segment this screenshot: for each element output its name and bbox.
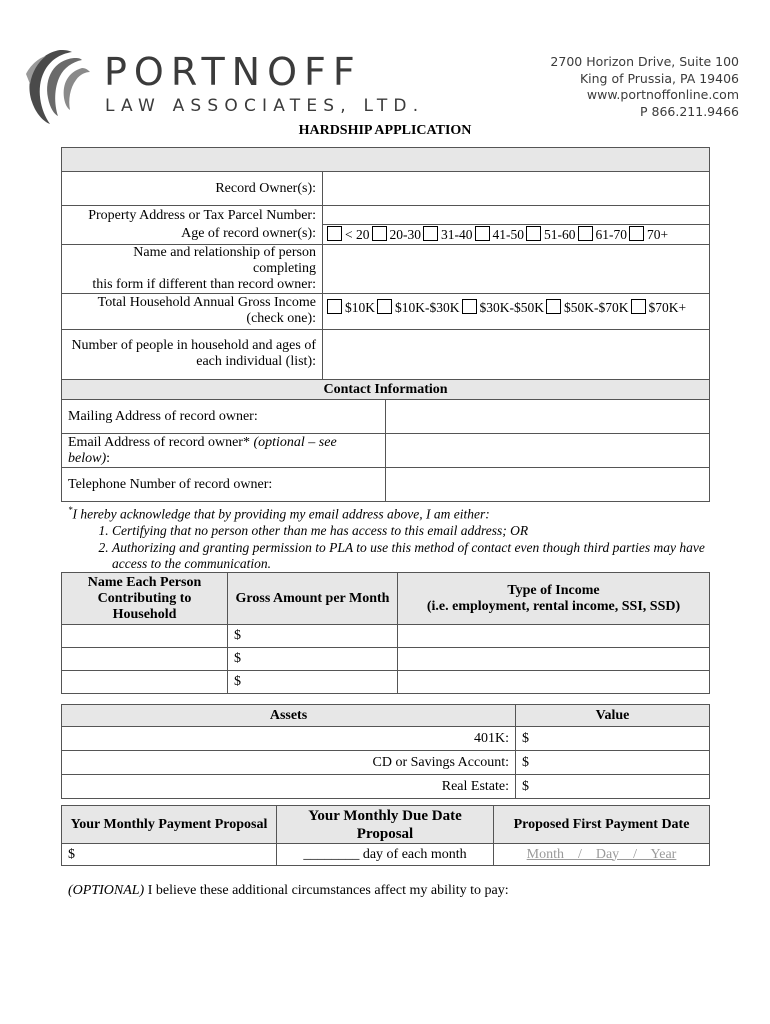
asset-label: 401K: [62, 727, 516, 751]
monthly-payment-header: Your Monthly Payment Proposal [62, 806, 277, 844]
website-link[interactable]: www.portnoffonline.com [586, 87, 739, 102]
income-option[interactable]: $70K+ [629, 300, 687, 315]
due-date-header: Your Monthly Due Date Proposal [277, 806, 494, 844]
age-option[interactable]: < 20 [325, 227, 370, 242]
first-payment-date-input[interactable]: Month / Day / Year [494, 844, 710, 866]
optional-circumstances-prompt: (OPTIONAL) I believe these additional circumstances affect my ability to pay: [68, 883, 509, 898]
acknowledgement-item: 1. Certifying that no person other than me has access to this email address; OR [112, 523, 718, 540]
checkbox-icon[interactable] [475, 226, 490, 241]
age-option[interactable]: 31-40 [421, 227, 473, 242]
age-label: Age of record owner(s): [62, 224, 323, 244]
due-date-input[interactable]: ________ day of each month [277, 844, 494, 866]
table-row [62, 775, 710, 799]
checkbox-icon[interactable] [327, 226, 342, 241]
income-option[interactable]: $10K [325, 300, 375, 315]
age-option[interactable]: 61-70 [576, 227, 628, 242]
owner-section-header [62, 148, 710, 172]
income-options [323, 293, 710, 329]
contributor-name-input[interactable] [62, 648, 228, 671]
email-address-input[interactable] [386, 434, 710, 468]
first-payment-header: Proposed First Payment Date [494, 806, 710, 844]
income-option[interactable]: $30K-$50K [460, 300, 545, 315]
phone-number: P 866.211.9466 [640, 103, 739, 119]
telephone-input[interactable] [386, 468, 710, 502]
checkbox-icon[interactable] [377, 299, 392, 314]
email-acknowledgement [68, 502, 718, 573]
table-row [62, 751, 710, 775]
gross-amount-header: Gross Amount per Month [228, 573, 398, 625]
page-title: HARDSHIP APPLICATION [298, 123, 472, 138]
property-address-input[interactable] [323, 206, 710, 225]
income-type-header: Type of Income (i.e. employment, rental income, SSI, SSD) [398, 573, 710, 625]
age-option[interactable]: 20-30 [370, 227, 422, 242]
brand-subtitle: LAW ASSOCIATES, LTD. [105, 96, 425, 116]
address-line-1: 2700 Horizon Drive, Suite 100 [550, 54, 739, 69]
checkbox-icon[interactable] [631, 299, 646, 314]
acknowledgement-item: 2. Authorizing and granting permission to PLA to use this method of contact even though third parties may have access to the communication. [112, 540, 718, 573]
table-row [62, 671, 710, 694]
asset-label: CD or Savings Account: [62, 751, 516, 775]
checkbox-icon[interactable] [327, 299, 342, 314]
gross-amount-input[interactable]: $ [228, 648, 398, 671]
payment-proposal-table [61, 805, 710, 866]
monthly-payment-input[interactable]: $ [62, 844, 277, 866]
checkbox-icon[interactable] [372, 226, 387, 241]
assets-header: Assets [62, 705, 516, 727]
income-type-input[interactable] [398, 625, 710, 648]
value-header: Value [516, 705, 710, 727]
acknowledgement-intro: *I hereby acknowledge that by providing my email address above, I am either: [68, 505, 490, 522]
portnoff-swirl-logo-icon [20, 44, 92, 126]
name-relationship-input[interactable] [323, 244, 710, 293]
checkbox-icon[interactable] [423, 226, 438, 241]
household-people-input[interactable] [323, 329, 710, 379]
mailing-address-label: Mailing Address of record owner: [62, 400, 386, 434]
mailing-address-input[interactable] [386, 400, 710, 434]
record-owners-input[interactable] [323, 172, 710, 206]
checkbox-icon[interactable] [526, 226, 541, 241]
owner-info-table [61, 147, 710, 380]
age-option[interactable]: 70+ [627, 227, 668, 242]
contributor-name-header: Name Each Person Contributing to Household [62, 573, 228, 625]
firm-address [550, 54, 739, 120]
asset-value-input[interactable]: $ [516, 751, 710, 775]
age-option[interactable]: 51-60 [524, 227, 576, 242]
checkbox-icon[interactable] [546, 299, 561, 314]
property-address-label: Property Address or Tax Parcel Number: [62, 206, 323, 225]
email-address-label: Email Address of record owner* (optional – see below): [62, 434, 386, 468]
address-line-2: King of Prussia, PA 19406 [579, 70, 739, 86]
household-income-label: Total Household Annual Gross Income (check one): [62, 293, 323, 329]
table-row [62, 727, 710, 751]
name-relationship-label: Name and relationship of person completing this form if different than record owner: [62, 244, 323, 293]
record-owners-label: Record Owner(s): [62, 172, 323, 206]
contributor-name-input[interactable] [62, 625, 228, 648]
table-row [62, 625, 710, 648]
asset-value-input[interactable]: $ [516, 775, 710, 799]
income-option[interactable]: $50K-$70K [544, 300, 629, 315]
contributor-name-input[interactable] [62, 671, 228, 694]
asset-value-input[interactable]: $ [516, 727, 710, 751]
household-people-label: Number of people in household and ages of each individual (list): [62, 329, 323, 379]
table-row [62, 648, 710, 671]
age-options [323, 224, 710, 244]
contact-info-table [61, 379, 710, 502]
assets-table [61, 704, 710, 799]
income-option[interactable]: $10K-$30K [375, 300, 460, 315]
income-type-input[interactable] [398, 671, 710, 694]
contact-section-header: Contact Information [62, 380, 710, 400]
brand-name: PORTNOFF [104, 50, 362, 94]
checkbox-icon[interactable] [462, 299, 477, 314]
telephone-label: Telephone Number of record owner: [62, 468, 386, 502]
gross-amount-input[interactable]: $ [228, 671, 398, 694]
household-income-table [61, 572, 710, 694]
age-option[interactable]: 41-50 [473, 227, 525, 242]
income-type-input[interactable] [398, 648, 710, 671]
checkbox-icon[interactable] [578, 226, 593, 241]
asset-label: Real Estate: [62, 775, 516, 799]
gross-amount-input[interactable]: $ [228, 625, 398, 648]
checkbox-icon[interactable] [629, 226, 644, 241]
